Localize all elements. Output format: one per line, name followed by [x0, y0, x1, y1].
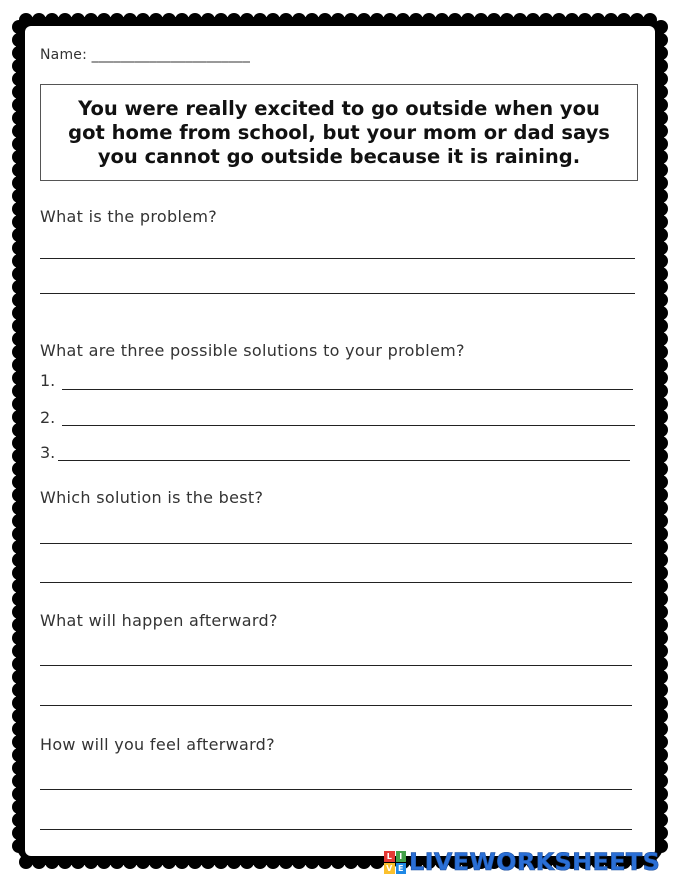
question-solutions: What are three possible solutions to your problem?: [40, 341, 465, 360]
logo-letter: I: [396, 851, 407, 862]
answer-line[interactable]: [40, 829, 632, 830]
logo-letter: L: [384, 851, 395, 862]
answer-line[interactable]: [40, 665, 632, 666]
answer-line[interactable]: [40, 582, 632, 583]
question-feel: How will you feel afterward?: [40, 735, 275, 754]
liveworksheets-watermark: [384, 848, 660, 876]
liveworksheets-logo-icon: [384, 851, 406, 873]
question-best: Which solution is the best?: [40, 488, 264, 507]
logo-letter: V: [384, 863, 395, 874]
answer-line[interactable]: [40, 543, 632, 544]
solution-number-3: 3.: [40, 443, 56, 462]
name-field-label: Name: ______________________: [40, 47, 251, 63]
liveworksheets-text: LIVEWORKSHEETS: [409, 848, 661, 876]
logo-letter: E: [396, 863, 407, 874]
question-afterward: What will happen afterward?: [40, 611, 278, 630]
solution-line-3[interactable]: [58, 460, 630, 461]
answer-line[interactable]: [40, 789, 632, 790]
answer-line[interactable]: [40, 258, 635, 259]
solution-number-2: 2.: [40, 408, 56, 427]
solution-line-2[interactable]: [62, 425, 635, 426]
solution-number-1: 1.: [40, 371, 56, 390]
scenario-box: [40, 84, 638, 181]
answer-line[interactable]: [40, 705, 632, 706]
answer-line[interactable]: [40, 293, 635, 294]
question-problem: What is the problem?: [40, 207, 218, 226]
scenario-text: You were really excited to go outside when you got home from school, but your mom or dad says you cannot go outside because it is raining.: [68, 96, 610, 168]
solution-line-1[interactable]: [62, 389, 633, 390]
